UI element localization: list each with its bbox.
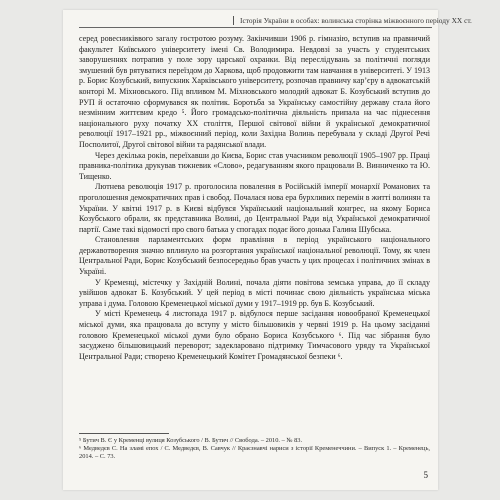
paragraph: У Кременці, містечку у Західній Волині, почала діяти повітова земська управа, до її складу увійшов адвокат Б. Козубський. У цей період в місті починає свою діяльність українська міська управа і дума. Головою Кременецької міської думи у 1917–1919 рр. був Б. Козубський. bbox=[79, 277, 430, 308]
footnotes bbox=[79, 433, 430, 462]
paragraph: Становлення парламентських форм правління в період українського національного державотворення значно вплинуло на розгортання української національної революції. Тому, як член Центральної Ради, Борис Козубський безпосередньо брав участь у цих процесах і політичних змінах в Україні. bbox=[79, 235, 430, 277]
footnote: ⁶ Медведєв С. На зламі епох / С. Медведєв, В. Савчук // Краєзнавчі нариси з історії Кременеччини. – Випуск 1. – Кременець, 2014. – С. 73. bbox=[79, 445, 430, 461]
body-text bbox=[79, 34, 430, 362]
footnote-rule bbox=[79, 433, 169, 434]
page-number: 5 bbox=[423, 470, 428, 480]
header-rule bbox=[79, 27, 432, 28]
paragraph: У місті Кременець 4 листопада 1917 р. відбулося перше засідання новообраної Кременецької міської думи, яка працювала до вступу у місто більшовиків у червні 1919 р. На цьому засіданні головою Кременецької міської думи було обрано Бориса Козубського ⁶. Під час зібрання було засуджено більшовицький переворот; задекларовано підтримку Тимчасового уряду та Української Центральної Ради; створено Кременецький Комітет Громадянської безпеки ⁶. bbox=[79, 309, 430, 361]
paragraph: Лютнева революція 1917 р. проголосила повалення в Російській імперії монархії Романових та проголошення демократичних прав і свобод. Почалася нова ера бурхливих перемін в житті волинян та України. У квітні 1917 р. в Києві відбувся Український національний конгрес, на якому Бориса Козубського обрали, як представника Волині, до Центральної Ради від Української демократичної партії. Саме такі відомості про свого батька у спогадах подає його донька Галина Шубська. bbox=[79, 182, 430, 234]
paragraph: серед ровесниківвого загалу гостротою розуму. Закінчивши 1906 р. гімназію, вступив на правничий факультет Київського університету імені Св. Володимира. Невдовзі за участь у студентських заворушеннях потрапив у поле зору царської охранки. Від переслідувань за політичні погляди змушений був рятуватися переїздом до Харкова, щоб продовжити там навчання в університеті. У 1913 р. Борис Козубський, випускник Харківського університету, розпочав правничу кар’єру в адвокатській конторі М. Міхновського. Під впливом М. Міхновського молодий адвокат Б. Козубський вступив до РУП й остаточно сформувався як політик. Боротьба за Українську самостійну державу стала його незмінним життєвим кредо ⁵. Його громадсько-політична діяльність припала на час піднесення національного руху початку ХХ століття, Першої світової війни й української демократичної революції 1917–1921 рр., міжвоєнний період, коли Західна Волинь перебувала у складі Другої Речі Посполитої, Другої світової війни та радянської влади. bbox=[79, 34, 430, 149]
paragraph: Через декілька років, переїхавши до Києва, Борис став учасником революції 1905–1907 рр. Праці правника-політика друкував тижневик «Слово», редагуванням якого працювали В. Винниченко та Ю. Тищенко. bbox=[79, 150, 430, 181]
running-head: Історія України в особах: волинська сторінка міжвоєнного періоду ХХ ст. bbox=[233, 16, 432, 25]
footnote: ⁵ Бутич В. Є у Кременці вулиця Козубського / В. Бутич // Свобода. – 2010. – № 83. bbox=[79, 437, 303, 444]
book-page bbox=[63, 10, 472, 490]
